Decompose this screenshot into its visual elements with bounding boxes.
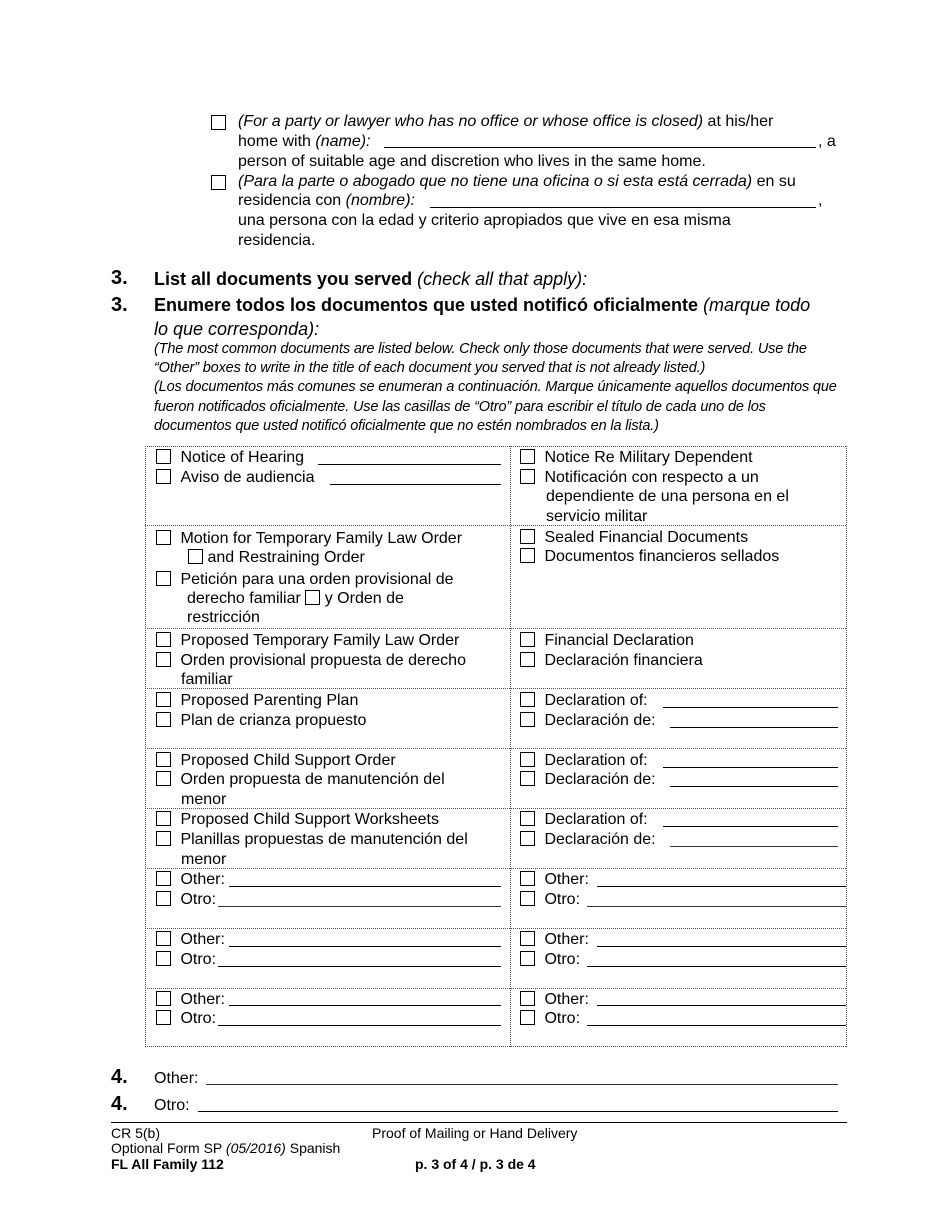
orden-restriccion-label: y Orden de — [324, 590, 404, 607]
name-label: (name): — [315, 133, 371, 150]
home-service-checkbox-es[interactable] — [211, 175, 226, 190]
peticion-line2 — [187, 589, 404, 609]
worksheets-item — [156, 810, 439, 830]
otro-label-r3: Otro: — [544, 1010, 581, 1027]
footer-page-number: p. 3 of 4 / p. 3 de 4 — [415, 1156, 536, 1172]
home-service-en-line2 — [238, 132, 371, 152]
military-dependent-es-line2: dependiente de una persona en el — [546, 488, 789, 505]
peticion-item — [156, 570, 454, 590]
section-3-instruction-es-2: lo que corresponda): — [154, 319, 320, 339]
other-label-l2: Other: — [180, 931, 225, 948]
sealed-financial-es-label: Documentos financieros sellados — [544, 548, 780, 565]
notice-of-hearing-item — [156, 448, 304, 468]
motion-label: Motion for Temporary Family Law Order — [180, 530, 463, 547]
parenting-plan-es-item — [156, 711, 366, 731]
footer-form-title: Proof of Mailing or Hand Delivery — [372, 1125, 578, 1141]
otro-label-l3: Otro: — [180, 1010, 217, 1027]
aviso-de-audiencia-label: Aviso de audiencia — [180, 469, 315, 486]
declaracion-de-item-3 — [520, 830, 656, 850]
sealed-financial-item — [520, 528, 748, 548]
aviso-de-audiencia-input[interactable] — [330, 484, 501, 485]
home-name-es-input[interactable] — [430, 207, 816, 208]
otro-checkbox-r1[interactable] — [520, 891, 535, 906]
declaration-of-checkbox-3[interactable] — [520, 811, 535, 826]
otro-item-l2 — [156, 950, 216, 970]
worksheets-es-line2: menor — [181, 851, 227, 868]
home-service-en-post: at his/her — [703, 113, 774, 130]
table-row-divider — [145, 628, 846, 629]
other-checkbox-r1[interactable] — [520, 871, 535, 886]
home-es-line3: una persona con la edad y criterio apropiados que vive en esa misma — [238, 212, 731, 229]
otro-item-l1 — [156, 890, 216, 910]
section-4-number-en: 4. — [111, 1066, 128, 1088]
declaracion-de-checkbox-1[interactable] — [520, 712, 535, 727]
child-support-order-checkbox[interactable] — [156, 752, 171, 767]
peticion-label: Petición para una orden provisional de — [180, 571, 454, 588]
home-service-es-line2 — [238, 191, 415, 211]
otro-checkbox-l1[interactable] — [156, 891, 171, 906]
other-label-l1: Other: — [180, 871, 225, 888]
motion-checkbox[interactable] — [156, 530, 171, 545]
table-border-left — [145, 446, 146, 1047]
child-support-order-es-checkbox[interactable] — [156, 771, 171, 786]
declaracion-de-label-3: Declaración de: — [544, 831, 656, 848]
other-label-r1: Other: — [544, 871, 589, 888]
worksheets-es-label: Planillas propuestas de manutención del — [180, 831, 468, 848]
other-checkbox-l3[interactable] — [156, 991, 171, 1006]
otro-checkbox-r2[interactable] — [520, 951, 535, 966]
section-3-title-es: Enumere todos los documentos que usted notificó oficialmente — [154, 295, 699, 315]
other-item-r1 — [520, 870, 589, 890]
other-input-l1[interactable] — [229, 886, 501, 887]
military-dependent-es-label: Notificación con respecto a un — [544, 469, 759, 486]
section-3-instruction-en: (check all that apply): — [412, 269, 588, 289]
declaration-of-input-1[interactable] — [663, 707, 838, 708]
worksheets-es-item — [156, 830, 468, 850]
other-checkbox-l2[interactable] — [156, 931, 171, 946]
instruction-note-en-1: (The most common documents are listed below. Check only those documents that were served. Use the — [154, 341, 807, 357]
aviso-de-audiencia-checkbox[interactable] — [156, 469, 171, 484]
financial-declaration-es-checkbox[interactable] — [520, 652, 535, 667]
table-row-divider — [145, 525, 846, 526]
table-border-right — [846, 446, 847, 1047]
declaration-of-label-3: Declaration of: — [544, 811, 648, 828]
section-3-heading-en — [154, 267, 587, 291]
child-support-order-label: Proposed Child Support Order — [180, 752, 396, 769]
parenting-plan-label: Proposed Parenting Plan — [180, 692, 359, 709]
section-3-title-en: List all documents you served — [154, 269, 413, 289]
otro-item-r3 — [520, 1009, 580, 1029]
table-row-divider — [145, 688, 846, 689]
parenting-plan-item — [156, 691, 358, 711]
proposed-order-es-item — [156, 651, 466, 671]
instruction-note-es-2: fueron notificados oficialmente. Use las casillas de “Otro” para escribir el título de cada uno de los — [154, 399, 766, 415]
parenting-plan-checkbox[interactable] — [156, 692, 171, 707]
declaration-of-item-1 — [520, 691, 648, 711]
peticion-checkbox[interactable] — [156, 571, 171, 586]
declaracion-de-item-2 — [520, 770, 656, 790]
home-service-es-post: en su — [752, 173, 796, 190]
footer-fl-code: FL All Family 112 — [111, 1156, 224, 1172]
home-service-text-es — [238, 172, 796, 192]
footer-optional-post: Spanish — [285, 1140, 341, 1156]
section-3-heading-es-line2 — [154, 317, 319, 341]
declaration-of-checkbox-1[interactable] — [520, 692, 535, 707]
table-border-middle — [510, 446, 511, 1047]
section-4-otro-label: Otro: — [154, 1097, 190, 1114]
proposed-order-item — [156, 631, 459, 651]
home-es-comma: , — [818, 192, 823, 209]
section-4-otro-input[interactable] — [198, 1111, 838, 1112]
other-label-r2: Other: — [544, 931, 589, 948]
table-row-divider — [145, 868, 846, 869]
parenting-plan-es-label: Plan de crianza propuesto — [180, 712, 367, 729]
other-input-r3[interactable] — [597, 1005, 846, 1006]
other-label-r3: Other: — [544, 991, 589, 1008]
footer-optional-form — [111, 1140, 340, 1156]
military-dependent-es-item — [520, 468, 759, 488]
otro-label-r2: Otro: — [544, 951, 581, 968]
declaration-of-checkbox-2[interactable] — [520, 752, 535, 767]
proposed-order-checkbox[interactable] — [156, 632, 171, 647]
notice-of-hearing-label: Notice of Hearing — [180, 449, 305, 466]
military-dependent-es-line3: servicio militar — [546, 508, 648, 525]
other-input-l2[interactable] — [229, 946, 501, 947]
nombre-label: (nombre): — [345, 192, 415, 209]
declaration-of-input-2[interactable] — [663, 767, 838, 768]
otro-checkbox-l3[interactable] — [156, 1010, 171, 1025]
otro-checkbox-r3[interactable] — [520, 1010, 535, 1025]
proposed-order-es-label: Orden provisional propuesta de derecho — [180, 652, 466, 669]
declaration-of-item-2 — [520, 751, 648, 771]
footer-form-code: CR 5(b) — [111, 1125, 161, 1141]
other-input-r1[interactable] — [597, 886, 846, 887]
table-row-divider — [145, 748, 846, 749]
section-4-other-input[interactable] — [206, 1084, 838, 1085]
otro-item-l3 — [156, 1009, 216, 1029]
otro-input-r2[interactable] — [587, 966, 846, 967]
declaracion-de-checkbox-3[interactable] — [520, 831, 535, 846]
declaracion-de-label-1: Declaración de: — [544, 712, 656, 729]
home-with-label: home with — [238, 133, 316, 150]
other-input-r2[interactable] — [597, 946, 846, 947]
declaracion-de-item-1 — [520, 711, 656, 731]
proposed-order-label: Proposed Temporary Family Law Order — [180, 632, 460, 649]
home-service-checkbox-en-row — [211, 114, 226, 134]
orden-restriccion-checkbox[interactable] — [305, 590, 320, 605]
worksheets-es-checkbox[interactable] — [156, 831, 171, 846]
sealed-financial-es-item — [520, 547, 779, 567]
declaracion-de-label-2: Declaración de: — [544, 771, 656, 788]
worksheets-checkbox[interactable] — [156, 811, 171, 826]
worksheets-label: Proposed Child Support Worksheets — [180, 811, 439, 828]
other-label-l3: Other: — [180, 991, 225, 1008]
otro-label-r1: Otro: — [544, 891, 581, 908]
declaracion-de-input-2[interactable] — [670, 786, 838, 787]
instruction-note-es-3: documentos que usted notificó oficialmente que no estén nombrados en la lista.) — [154, 418, 659, 434]
other-item-l3 — [156, 990, 225, 1010]
military-dependent-es-checkbox[interactable] — [520, 469, 535, 484]
home-es-line4: residencia. — [238, 232, 316, 249]
otro-input-r3[interactable] — [587, 1025, 846, 1026]
child-support-order-es-line2: menor — [181, 791, 227, 808]
other-item-l2 — [156, 930, 225, 950]
restraining-order-checkbox[interactable] — [188, 549, 203, 564]
declaracion-de-input-3[interactable] — [670, 846, 838, 847]
other-checkbox-r3[interactable] — [520, 991, 535, 1006]
declaracion-de-input-1[interactable] — [670, 727, 838, 728]
footer-optional-date: (05/2016) — [225, 1140, 286, 1156]
home-service-es-italic: (Para la parte o abogado que no tiene una oficina o si esta está cerrada) — [238, 173, 753, 190]
declaration-of-input-3[interactable] — [663, 826, 838, 827]
home-service-checkbox-en[interactable] — [211, 115, 226, 130]
financial-declaration-label: Financial Declaration — [544, 632, 694, 649]
restraining-order-item — [188, 548, 365, 568]
other-item-l1 — [156, 870, 225, 890]
otro-label-l2: Otro: — [180, 951, 217, 968]
declaration-of-label-1: Declaration of: — [544, 692, 648, 709]
sealed-financial-es-checkbox[interactable] — [520, 548, 535, 563]
derecho-familiar-label: derecho familiar — [187, 590, 301, 607]
residence-with-label: residencia con — [238, 192, 346, 209]
other-checkbox-l1[interactable] — [156, 871, 171, 886]
parenting-plan-es-checkbox[interactable] — [156, 712, 171, 727]
table-row-divider — [145, 988, 846, 989]
military-dependent-checkbox[interactable] — [520, 449, 535, 464]
table-row-divider — [145, 808, 846, 809]
financial-declaration-es-label: Declaración financiera — [544, 652, 703, 669]
otro-checkbox-l2[interactable] — [156, 951, 171, 966]
financial-declaration-item — [520, 631, 694, 651]
other-item-r2 — [520, 930, 589, 950]
child-support-order-es-label: Orden propuesta de manutención del — [180, 771, 445, 788]
footer-optional-pre: Optional Form SP — [111, 1140, 226, 1156]
instruction-note-en-2: “Other” boxes to write in the title of each document you served that is not already listed.) — [154, 360, 706, 376]
table-row-divider — [145, 928, 846, 929]
home-en-comma: , a — [818, 133, 836, 150]
home-name-en-input[interactable] — [384, 147, 816, 148]
otro-item-r1 — [520, 890, 580, 910]
table-border-top — [145, 446, 846, 447]
otro-input-l2[interactable] — [218, 966, 501, 967]
military-dependent-item — [520, 448, 753, 468]
instruction-note-es-1: (Los documentos más comunes se enumeran a continuación. Marque únicamente aquellos documentos que — [154, 379, 837, 395]
other-item-r3 — [520, 990, 589, 1010]
home-service-text-en — [238, 112, 773, 132]
home-service-en-italic: (For a party or lawyer who has no office or whose office is closed) — [238, 113, 704, 130]
otro-input-l1[interactable] — [218, 906, 501, 907]
footer-divider — [111, 1122, 847, 1123]
section-3-number-es: 3. — [111, 294, 128, 316]
other-input-l3[interactable] — [229, 1005, 501, 1006]
child-support-order-item — [156, 751, 396, 771]
section-4-number-es: 4. — [111, 1093, 128, 1115]
home-en-line3: person of suitable age and discretion who lives in the same home. — [238, 153, 706, 170]
notice-of-hearing-checkbox[interactable] — [156, 449, 171, 464]
child-support-order-es-item — [156, 770, 445, 790]
financial-declaration-checkbox[interactable] — [520, 632, 535, 647]
section-3-heading-es — [154, 293, 810, 317]
declaration-of-item-3 — [520, 810, 648, 830]
notice-of-hearing-input[interactable] — [318, 464, 501, 465]
other-checkbox-r2[interactable] — [520, 931, 535, 946]
section-3-number-en: 3. — [111, 267, 128, 289]
motion-item — [156, 529, 462, 549]
financial-declaration-es-item — [520, 651, 703, 671]
otro-item-r2 — [520, 950, 580, 970]
otro-input-r1[interactable] — [587, 906, 846, 907]
sealed-financial-label: Sealed Financial Documents — [544, 529, 749, 546]
restraining-order-label: and Restraining Order — [207, 549, 365, 566]
declaracion-de-checkbox-2[interactable] — [520, 771, 535, 786]
aviso-de-audiencia-item — [156, 468, 314, 488]
proposed-order-es-checkbox[interactable] — [156, 652, 171, 667]
home-service-checkbox-es-row — [211, 174, 226, 194]
sealed-financial-checkbox[interactable] — [520, 529, 535, 544]
peticion-line3: restricción — [187, 609, 260, 626]
declaration-of-label-2: Declaration of: — [544, 752, 648, 769]
proposed-order-es-line2: familiar — [181, 671, 233, 688]
otro-label-l1: Otro: — [180, 891, 217, 908]
section-4-other-label: Other: — [154, 1070, 199, 1087]
military-dependent-label: Notice Re Military Dependent — [544, 449, 753, 466]
otro-input-l3[interactable] — [218, 1025, 501, 1026]
section-3-instruction-es: (marque todo — [698, 295, 811, 315]
table-border-bottom — [145, 1046, 846, 1047]
